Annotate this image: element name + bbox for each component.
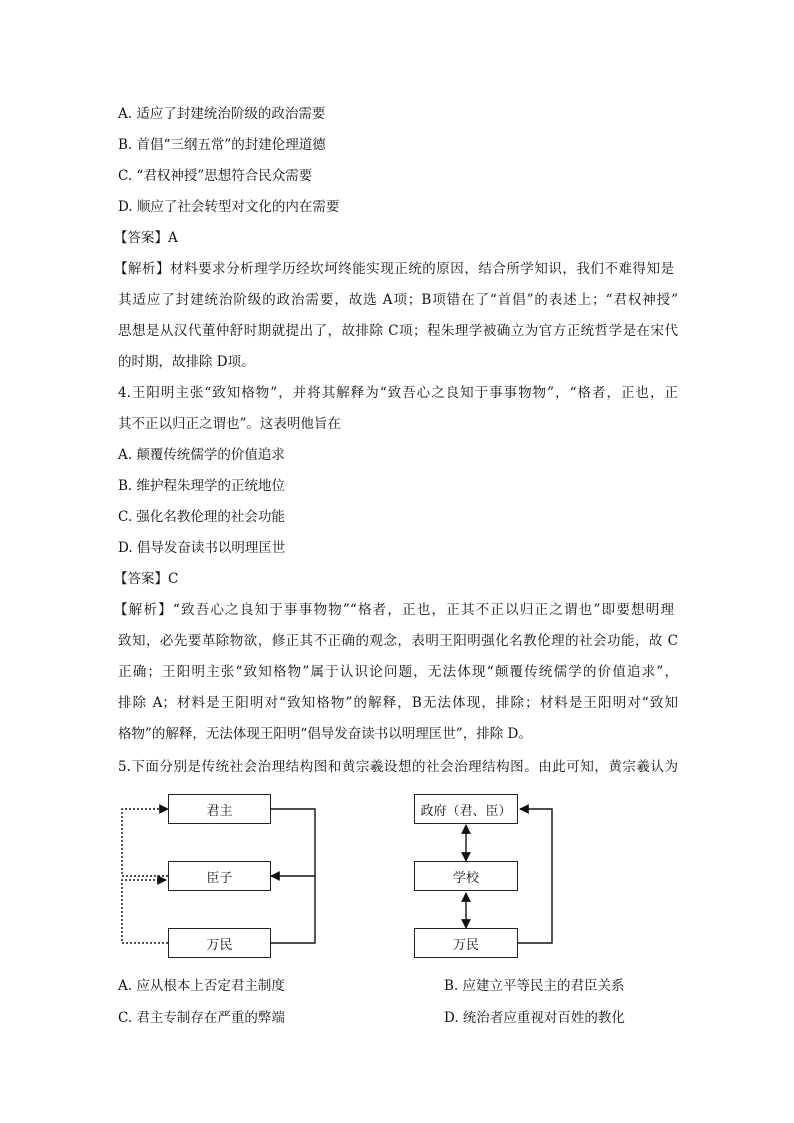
q4-option-a: A. 颠覆传统儒学的价值追求	[118, 447, 285, 463]
q3-analysis-line: 【解析】材料要求分析理学历经坎坷终能实现正统的原因，结合所学知识，我们不难得知是	[114, 261, 674, 277]
left-dotted-people-to-minister	[122, 880, 168, 943]
q4-analysis-line: 正确；王阳明主张“致知格物”属于认识论问题，无法体现“颠覆传统儒学的价值追求”，	[118, 664, 678, 680]
q3-analysis-line: 的时期，故排除 D项。	[118, 354, 255, 370]
q5-stem: 5.下面分别是传统社会治理结构图和黄宗羲设想的社会治理结构图。由此可知，黄宗羲认为	[118, 759, 678, 775]
q4-stem-line: 其不正以归正之谓也”。这表明他旨在	[118, 416, 341, 432]
q4-answer: 【答案】C	[114, 571, 179, 587]
q5-option-c: C. 君主专制存在严重的弊端	[118, 1010, 285, 1026]
left-arrow-people-to-minister	[271, 876, 315, 943]
left-box-people: 万民	[168, 928, 271, 958]
q4-analysis-line: 【解析】“致吾心之良知于事事物物”“格者，正也，正其不正以归正之谓也”即要想明理	[114, 602, 674, 618]
q4-analysis-line: 格物”的解释，无法体现王阳明“倡导发奋读书以明理匡世”，排除 D。	[118, 726, 532, 742]
q5-option-b: B. 应建立平等民主的君臣关系	[444, 978, 625, 994]
q4-option-d: D. 倡导发奋读书以明理匡世	[118, 540, 286, 556]
q4-analysis-line: 致知，必先要革除物欲，修正其不正确的观念，表明王阳明强化名教伦理的社会功能，故 C	[118, 633, 678, 649]
q3-analysis-line: 思想是从汉代董仲舒时期就提出了，故排除 C项；程朱理学被确立为官方正统哲学是在宋代	[118, 323, 678, 339]
q3-option-d: D. 顺应了社会转型对文化的内在需要	[118, 199, 340, 215]
q5-option-a: A. 应从根本上否定君主制度	[118, 978, 285, 994]
left-dotted-minister-to-ruler	[122, 809, 168, 876]
q3-option-a: A. 适应了封建统治阶级的政治需要	[118, 106, 326, 122]
q4-option-c: C. 强化名教伦理的社会功能	[118, 509, 285, 525]
right-box-people: 万民	[414, 928, 518, 958]
left-box-ruler: 君主	[168, 794, 271, 824]
right-box-school: 学校	[414, 861, 518, 891]
right-arrow-people-to-gov	[518, 809, 552, 943]
left-box-minister: 臣子	[168, 861, 271, 891]
left-arrow-ruler-to-minister	[271, 809, 315, 876]
q5-option-d: D. 统治者应重视对百姓的教化	[444, 1010, 625, 1026]
q4-option-b: B. 维护程朱理学的正统地位	[118, 478, 286, 494]
q3-answer: 【答案】A	[114, 230, 178, 246]
right-box-government: 政府（君、臣）	[414, 794, 518, 824]
q3-option-c: C. “君权神授”思想符合民众需要	[118, 168, 313, 184]
q4-stem-line: 4.王阳明主张“致知格物”，并将其解释为“致吾心之良知于事事物物”，“格者，正也，正	[118, 385, 678, 401]
q3-option-b: B. 首倡“三纲五常”的封建伦理道德	[118, 137, 326, 153]
q3-analysis-line: 其适应了封建统治阶级的政治需要，故选 A项；B项错在了“首倡”的表述上；“君权神授”	[118, 292, 678, 308]
q4-analysis-line: 排除 A；材料是王阳明对“致知格物”的解释，B无法体现，排除；材料是王阳明对“致知	[118, 695, 678, 711]
